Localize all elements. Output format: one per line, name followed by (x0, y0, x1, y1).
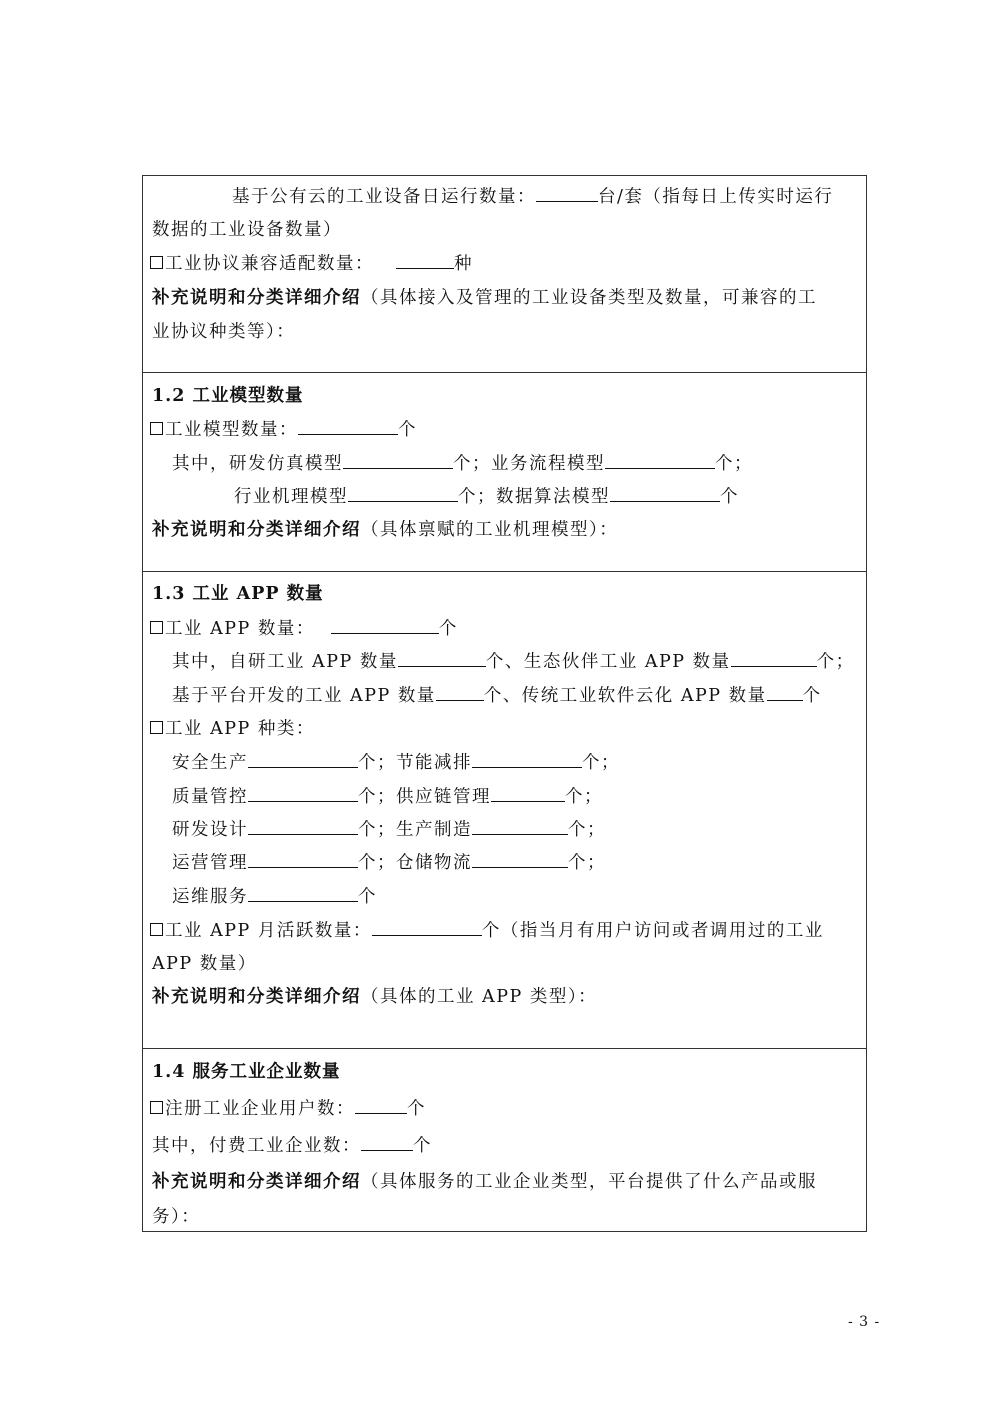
app-kind-row: 运营管理 个；仓储物流 个； (172, 853, 606, 873)
self-dev-app-blank[interactable] (398, 650, 486, 667)
app-count-blank[interactable] (331, 617, 439, 634)
supplement-line-2: 务）： (152, 1207, 201, 1227)
protocol-line: 工业协议兼容适配数量： 种 (150, 252, 473, 275)
monthly-active-blank[interactable] (372, 919, 482, 936)
app-kind-row: 运维服务 个 (172, 887, 377, 907)
app-kind-row: 安全生产 个；节能减排 个； (172, 753, 620, 773)
app-kind-row: 质量管控 个；供应链管理 个； (172, 787, 603, 807)
mechanism-model-blank[interactable] (348, 485, 458, 502)
section-1-3-title: 1.3 工业 APP 数量 (152, 584, 324, 604)
kind-blank[interactable] (248, 885, 358, 902)
kind-blank[interactable] (472, 851, 568, 868)
supplement-line: 补充说明和分类详细介绍（具体服务的工业企业类型，平台提供了什么产品或服 (152, 1172, 817, 1192)
app-breakdown-line-1: 其中，自研工业 APP 数量 个、生态伙伴工业 APP 数量 个； (172, 652, 855, 672)
daily-device-line-2: 数据的工业设备数量） (152, 220, 342, 240)
supplement-line-2: 业协议种类等）： (152, 322, 296, 342)
daily-device-line: 基于公有云的工业设备日运行数量： 台/套（指每日上传实时运行 (232, 187, 834, 207)
paying-enterprises-line: 其中，付费工业企业数： 个 (152, 1136, 432, 1156)
model-count-blank[interactable] (298, 418, 398, 435)
registered-users-blank[interactable] (355, 1097, 407, 1114)
cloud-app-blank[interactable] (767, 684, 803, 701)
section-1-2-title: 1.2 工业模型数量 (152, 386, 304, 406)
checkbox[interactable] (150, 422, 163, 435)
app-count-line: 工业 APP 数量： 个 (150, 617, 458, 640)
kind-blank[interactable] (248, 818, 358, 835)
app-breakdown-line-2: 基于平台开发的工业 APP 数量 个、传统工业软件云化 APP 数量 个 (172, 686, 822, 706)
row-divider (143, 1048, 866, 1049)
kind-blank[interactable] (472, 818, 568, 835)
supplement-line: 补充说明和分类详细介绍（具体接入及管理的工业设备类型及数量，可兼容的工 (152, 288, 817, 308)
daily-device-blank[interactable] (536, 185, 598, 202)
registered-users-line: 注册工业企业用户数： 个 (150, 1097, 426, 1120)
section-1-4-title: 1.4 服务工业企业数量 (152, 1062, 341, 1082)
rd-sim-blank[interactable] (343, 452, 453, 469)
kind-blank[interactable] (248, 751, 358, 768)
supplement-line: 补充说明和分类详细介绍（具体的工业 APP 类型）： (152, 987, 598, 1007)
page-number: - 3 - (848, 1314, 881, 1330)
checkbox[interactable] (150, 721, 163, 734)
app-kind-line: 工业 APP 种类： (150, 718, 315, 740)
kind-blank[interactable] (248, 785, 358, 802)
process-model-blank[interactable] (605, 452, 715, 469)
model-breakdown-line-2: 行业机理模型 个；数据算法模型 个 (234, 487, 739, 507)
protocol-blank[interactable] (396, 252, 454, 269)
platform-app-blank[interactable] (436, 684, 484, 701)
partner-app-blank[interactable] (731, 650, 817, 667)
kind-blank[interactable] (472, 751, 582, 768)
model-count-line: 工业模型数量： 个 (150, 418, 417, 441)
checkbox[interactable] (150, 1101, 163, 1114)
app-kind-row: 研发设计 个；生产制造 个； (172, 820, 606, 840)
model-breakdown-line-1: 其中，研发仿真模型 个；业务流程模型 个； (172, 454, 753, 474)
checkbox[interactable] (150, 256, 163, 269)
checkbox[interactable] (150, 621, 163, 634)
monthly-active-line-2: APP 数量） (152, 954, 257, 974)
row-divider (143, 372, 866, 373)
paying-enterprises-blank[interactable] (361, 1134, 413, 1151)
kind-blank[interactable] (248, 851, 358, 868)
row-divider (143, 571, 866, 572)
monthly-active-line: 工业 APP 月活跃数量： 个（指当月有用户访问或者调用过的工业 (150, 919, 824, 942)
kind-blank[interactable] (491, 785, 565, 802)
algorithm-model-blank[interactable] (610, 485, 720, 502)
checkbox[interactable] (150, 923, 163, 936)
supplement-line: 补充说明和分类详细介绍（具体禀赋的工业机理模型）： (152, 520, 619, 540)
